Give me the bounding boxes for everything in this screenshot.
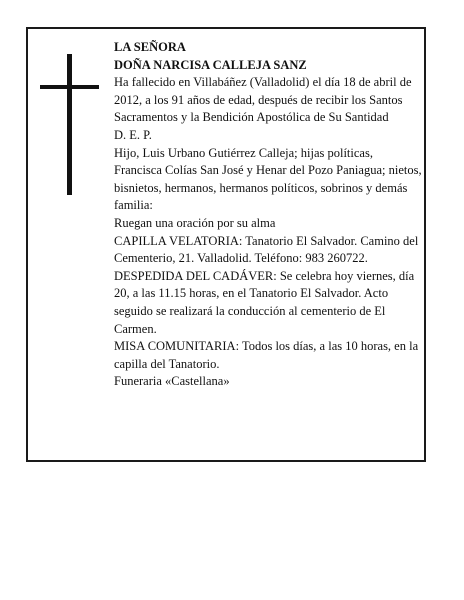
prayer-request: Ruegan una oración por su alma (114, 215, 276, 230)
death-statement: Ha fallecido en Villabáñez (Valladolid) el día 18 de abril de 2012, a los 91 años de edad, después de recibir los Santos Sacramentos y la Bendición Apostólica de Su Santidad (114, 75, 412, 125)
deceased-name: DOÑA NARCISA CALLEJA SANZ (114, 57, 307, 72)
rip-line: D. E. P. (114, 127, 152, 142)
chapel-info: CAPILLA VELATORIA: Tanatorio El Salvador. Camino del Cementerio, 21. Valladolid. Teléfono: 983 260722. (114, 233, 419, 266)
funeral-home: Funeraria «Castellana» (114, 374, 230, 389)
family-list: Hijo, Luis Urbano Gutiérrez Calleja; hijas políticas, Francisca Colías San José y Henar del Pozo Paniagua; nietos, bisnietos, hermanos, hermanos políticos, sobrinos y demás familia: (114, 145, 422, 213)
notice-text (114, 39, 422, 391)
mass-info: MISA COMUNITARIA: Todos los días, a las 10 horas, en la capilla del Tanatorio. (114, 339, 419, 371)
cross-horizontal-bar (40, 85, 99, 89)
notice-title-line1: LA SEÑORA (114, 40, 186, 54)
obituary-notice (26, 27, 426, 462)
farewell-info: DESPEDIDA DEL CADÁVER: Se celebra hoy viernes, día 20, a las 11.15 horas, en el Tanatorio El Salvador. Acto seguido se realizará la conducción al cementerio de El Carmen. (114, 268, 415, 336)
cross-vertical-bar (67, 54, 72, 195)
